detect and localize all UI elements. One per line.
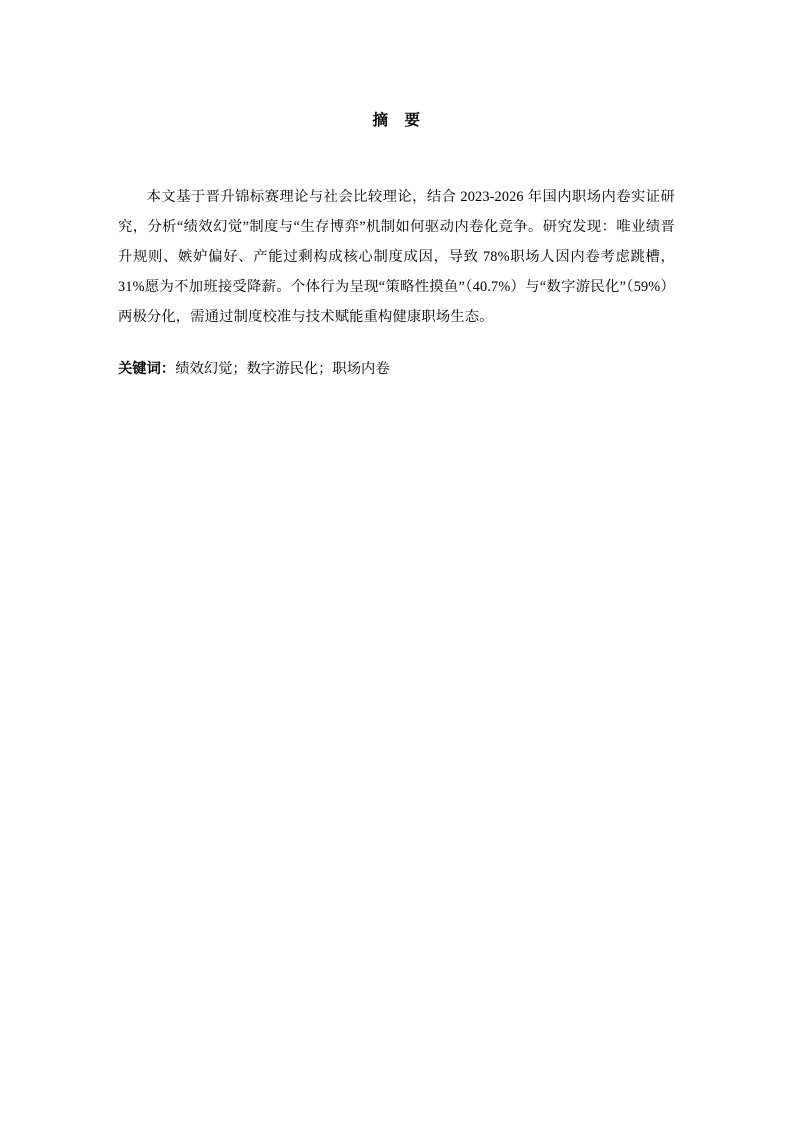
- keywords-line: [118, 354, 675, 384]
- keywords-value: 绩效幻觉；数字游民化；职场内卷: [175, 361, 390, 377]
- page-content: [118, 0, 675, 398]
- page-title: 摘 要: [372, 112, 421, 129]
- keywords-label: 关键词：: [118, 361, 176, 377]
- abstract-paragraph: 本文基于晋升锦标赛理论与社会比较理论，结合 2023-2026 年国内职场内卷实证研究，分析“绩效幻觉”制度与“生存博弈”机制如何驱动内卷化竞争。研究发现：唯业绩晋升规则、嫉妒偏好、产能过剩构成核心制度成因，导致 78%职场人因内卷考虑跳槽，31%愿为不加班接受降薪。个体行为呈现“策略性摸鱼”（40.7%）与“数字游民化”（59%）两极分化，需通过制度校准与技术赋能重构健康职场生态。: [118, 189, 675, 325]
